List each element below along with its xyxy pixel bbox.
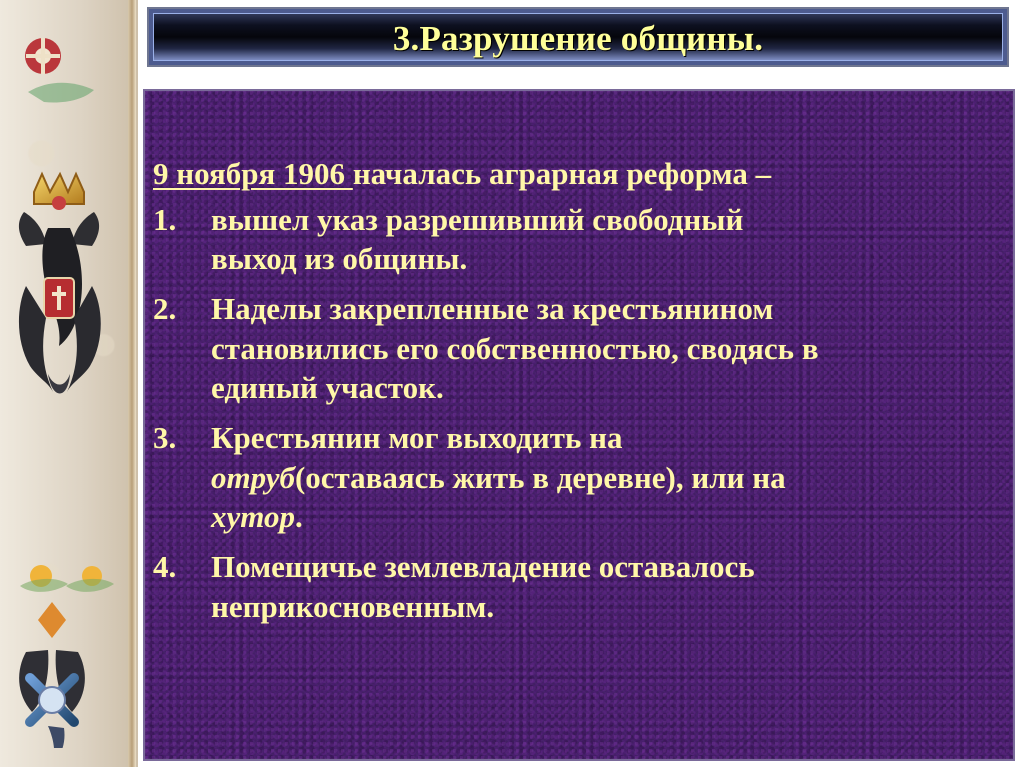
reform-list	[153, 200, 1003, 627]
list-item-text	[211, 418, 1003, 537]
title-bar	[147, 7, 1009, 67]
list-item-number: 3.	[153, 420, 177, 456]
list-item-number: 4.	[153, 549, 177, 585]
eagle-emblem-icon	[8, 18, 126, 748]
list-item-line: вышел указ разрешивший свободный	[211, 201, 744, 237]
list-item-line: Крестьянин мог выходить на	[211, 420, 623, 456]
list-item-line: становились его собственностью, сводясь в	[211, 330, 819, 366]
list-item-line: Наделы закрепленные за крестьянином	[211, 291, 774, 327]
list-item-number: 1.	[153, 201, 177, 237]
list-item-line: единый участок.	[211, 370, 444, 406]
title-bar-inner	[153, 13, 1003, 61]
list-item-text	[211, 289, 1003, 408]
list-item-number: 2.	[153, 291, 177, 327]
intro-date: 9 ноября 1906	[153, 156, 353, 191]
term-otrub: отруб	[211, 459, 295, 495]
list-item-line	[211, 497, 1003, 537]
intro-text: началась аграрная реформа –	[352, 156, 772, 191]
list-item-text	[211, 547, 1003, 626]
left-decorative-strip	[0, 0, 138, 767]
list-item-line	[211, 458, 1003, 498]
term-khutor-end: .	[294, 499, 303, 535]
list-item-1	[153, 200, 1003, 279]
left-divider-strip	[128, 0, 136, 767]
content-panel	[143, 89, 1015, 761]
list-item-line: выход из общины.	[211, 241, 468, 277]
intro-line	[153, 154, 1003, 194]
list-item-line: Помещичье землевладение оставалось	[211, 549, 755, 585]
term-khutor: хутор	[211, 499, 295, 535]
slide-title: 3.Разрушение общины.	[392, 18, 764, 58]
term-otrub-desc: (оставаясь жить в деревне), или на	[294, 459, 786, 495]
list-item-line: неприкосновенным.	[211, 588, 495, 624]
list-item-2	[153, 289, 1003, 408]
list-item-4	[153, 547, 1003, 626]
list-item-3	[153, 418, 1003, 537]
content-body	[153, 154, 1003, 636]
list-item-text	[211, 200, 1003, 279]
